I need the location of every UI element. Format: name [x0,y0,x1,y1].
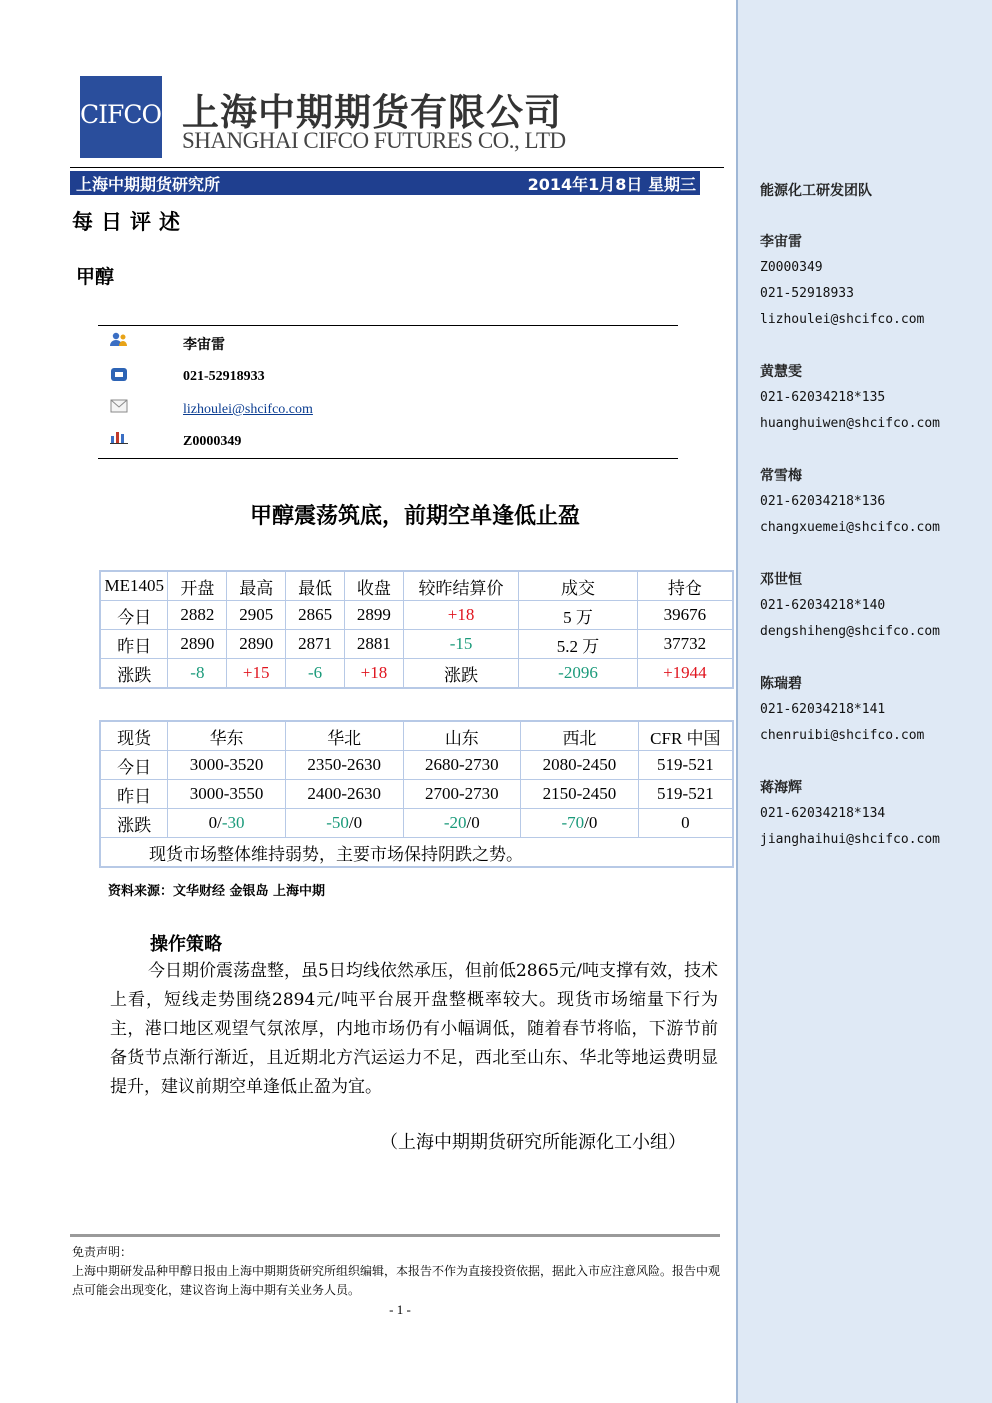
team-member [760,463,990,541]
table-row [100,601,733,630]
table-row [100,751,733,780]
table-cell: -8 [168,659,227,689]
table-cell [403,809,521,838]
table-cell: 5 万 [519,601,638,630]
member-name: 李宙雷 [760,234,802,250]
headline: 甲醇震荡筑底，前期空单逢低止盈 [249,504,580,529]
table-cell [168,809,286,838]
institute-name: 上海中期期货研究所 [76,175,221,194]
futures-table [99,570,734,689]
signature: （上海中期期货研究所能源化工小组） [380,1132,686,1153]
spot-note: 现货市场整体维持弱势，主要市场保持阴跌之势。 [100,838,733,868]
logo-text: CIFCO [80,100,161,129]
product-name: 甲醇 [76,266,115,288]
section-title: 每日评述 [72,210,188,234]
report-date: 2014年1月8日 星期三 [527,175,696,194]
table-cell: 2881 [344,630,403,659]
spot-table [99,720,734,868]
member-phone: 021-62034218*135 [760,390,886,405]
contact-email-link[interactable]: lizhoulei@shcifco.com [183,402,313,417]
change-value: -70 [561,813,585,832]
contact-divider-bottom [98,458,678,459]
team-member [760,567,990,645]
table-note-row [100,838,733,868]
table-cell: 涨跌 [403,659,518,689]
header-bar [70,171,700,195]
col-header: 华北 [285,721,403,751]
col-header: 开盘 [168,571,227,601]
change-value: -50 [326,813,349,832]
table-header-row [100,721,733,751]
change-value: -30 [221,813,245,832]
table-cell: -2096 [519,659,638,689]
disclaimer-body: 上海中期研发品种甲醇日报由上海中期期货研究所组织编辑，本报告不作为直接投资依据，据此入市应注意风险。报告中观点可能会出现变化，建议咨询上海中期有关业务人员。 [72,1264,721,1297]
table-cell: +1944 [637,659,733,689]
table-cell: 2905 [227,601,286,630]
table-cell: 2871 [286,630,345,659]
table-cell [285,809,403,838]
header-divider [70,167,724,168]
table-cell: 519-521 [638,780,733,809]
change-value: -20 [443,813,467,832]
table-cell: 2899 [344,601,403,630]
table-cell: 0 [638,809,733,838]
table-cell: 519-521 [638,751,733,780]
team-sidebar [736,0,992,1403]
disclaimer-title: 免责声明： [72,1245,133,1259]
col-header: 华东 [168,721,286,751]
table-cell: 3000-3520 [168,751,286,780]
company-name-en: SHANGHAI CIFCO FUTURES CO., LTD [182,128,566,153]
col-header: 较昨结算价 [403,571,518,601]
team-member [760,229,990,333]
table-cell: 3000-3550 [168,780,286,809]
row-label: 今日 [100,601,168,630]
table-cell: -6 [286,659,345,689]
col-header: 西北 [521,721,639,751]
strategy-body: 今日期价震荡盘整，虽5日均线依然承压，但前低2865元/吨支撑有效，技术上看，短线走势围绕2894元/吨平台展开盘整概率较大。现货市场缩量下行为主，港口地区观望气氛浓厚，内地市场仍有小幅调低，随着春节将临，下游节前备货节点渐行渐近，且近期北方汽运运力不足，西北至山东、华北等地运费明显提升，建议前期空单逢低止盈为宜。 [110,961,718,1097]
person-icon [110,331,128,347]
member-phone: 021-52918933 [760,286,854,301]
col-header: 成交 [519,571,638,601]
team-member [760,671,990,749]
table-cell: +18 [403,601,518,630]
table-cell: 2865 [286,601,345,630]
row-label: 涨跌 [100,809,168,838]
contact-divider-top [98,325,678,326]
table-cell: +15 [227,659,286,689]
member-name: 常雪梅 [760,468,802,484]
col-header: CFR 中国 [638,721,733,751]
change-value: 0/ [208,813,222,832]
table-row [100,659,733,689]
member-phone: 021-62034218*134 [760,806,886,821]
table-row [100,630,733,659]
table-cell: 2700-2730 [403,780,521,809]
col-header: 最低 [286,571,345,601]
member-name: 蒋海辉 [760,780,802,796]
member-email[interactable]: changxuemei@shcifco.com [760,520,941,535]
table-row [100,780,733,809]
member-name: 黄慧雯 [760,364,802,380]
table-cell: 37732 [637,630,733,659]
table-cell: 2400-2630 [285,780,403,809]
team-member [760,359,990,437]
page-number: - 1 - [389,1302,411,1317]
table-cell: -15 [403,630,518,659]
table-cell: +18 [344,659,403,689]
table-cell: 2890 [168,630,227,659]
row-label: 今日 [100,751,168,780]
table-cell: 2680-2730 [403,751,521,780]
table-cell: 2350-2630 [285,751,403,780]
change-value: /0 [584,813,598,832]
chart-icon [110,428,128,444]
change-value: /0 [348,813,363,832]
table-cell [521,809,639,838]
col-header: 山东 [403,721,521,751]
company-name-cn: 上海中期期货有限公司 [182,91,562,134]
col-header: ME1405 [100,571,168,601]
row-label: 昨日 [100,780,168,809]
footer-divider [70,1234,720,1237]
table-cell: 2080-2450 [521,751,639,780]
member-email[interactable]: lizhoulei@shcifco.com [760,312,925,327]
member-phone: 021-62034218*136 [760,494,886,509]
row-label: 涨跌 [100,659,168,689]
col-header: 持仓 [637,571,733,601]
table-cell: 5.2 万 [519,630,638,659]
phone-icon [110,366,128,382]
contact-phone: 021-52918933 [183,369,265,384]
change-value: /0 [466,813,480,832]
team-member [760,775,990,853]
contact-cert: Z0000349 [183,434,242,449]
member-email[interactable]: chenruibi@shcifco.com [760,728,925,743]
strategy-title: 操作策略 [150,934,222,955]
table-cell: 2890 [227,630,286,659]
table-cell: 39676 [637,601,733,630]
member-cert: Z0000349 [760,260,823,275]
member-phone: 021-62034218*140 [760,598,886,613]
member-phone: 021-62034218*141 [760,702,886,717]
member-email[interactable]: dengshiheng@shcifco.com [760,624,941,639]
contact-name: 李宙雷 [183,338,225,353]
col-header: 最高 [227,571,286,601]
table-row [100,809,733,838]
table-header-row [100,571,733,601]
member-name: 陈瑞碧 [760,676,802,692]
row-label: 昨日 [100,630,168,659]
data-source: 资料来源：文华财经 金银岛 上海中期 [108,884,326,899]
table-cell: 2150-2450 [521,780,639,809]
member-email[interactable]: huanghuiwen@shcifco.com [760,416,941,431]
mail-icon [110,398,128,414]
col-header: 现货 [100,721,168,751]
member-name: 邓世恒 [760,572,802,588]
team-title: 能源化工研发团队 [760,183,872,199]
table-cell: 2882 [168,601,227,630]
member-email[interactable]: jianghaihui@shcifco.com [760,832,941,847]
col-header: 收盘 [344,571,403,601]
